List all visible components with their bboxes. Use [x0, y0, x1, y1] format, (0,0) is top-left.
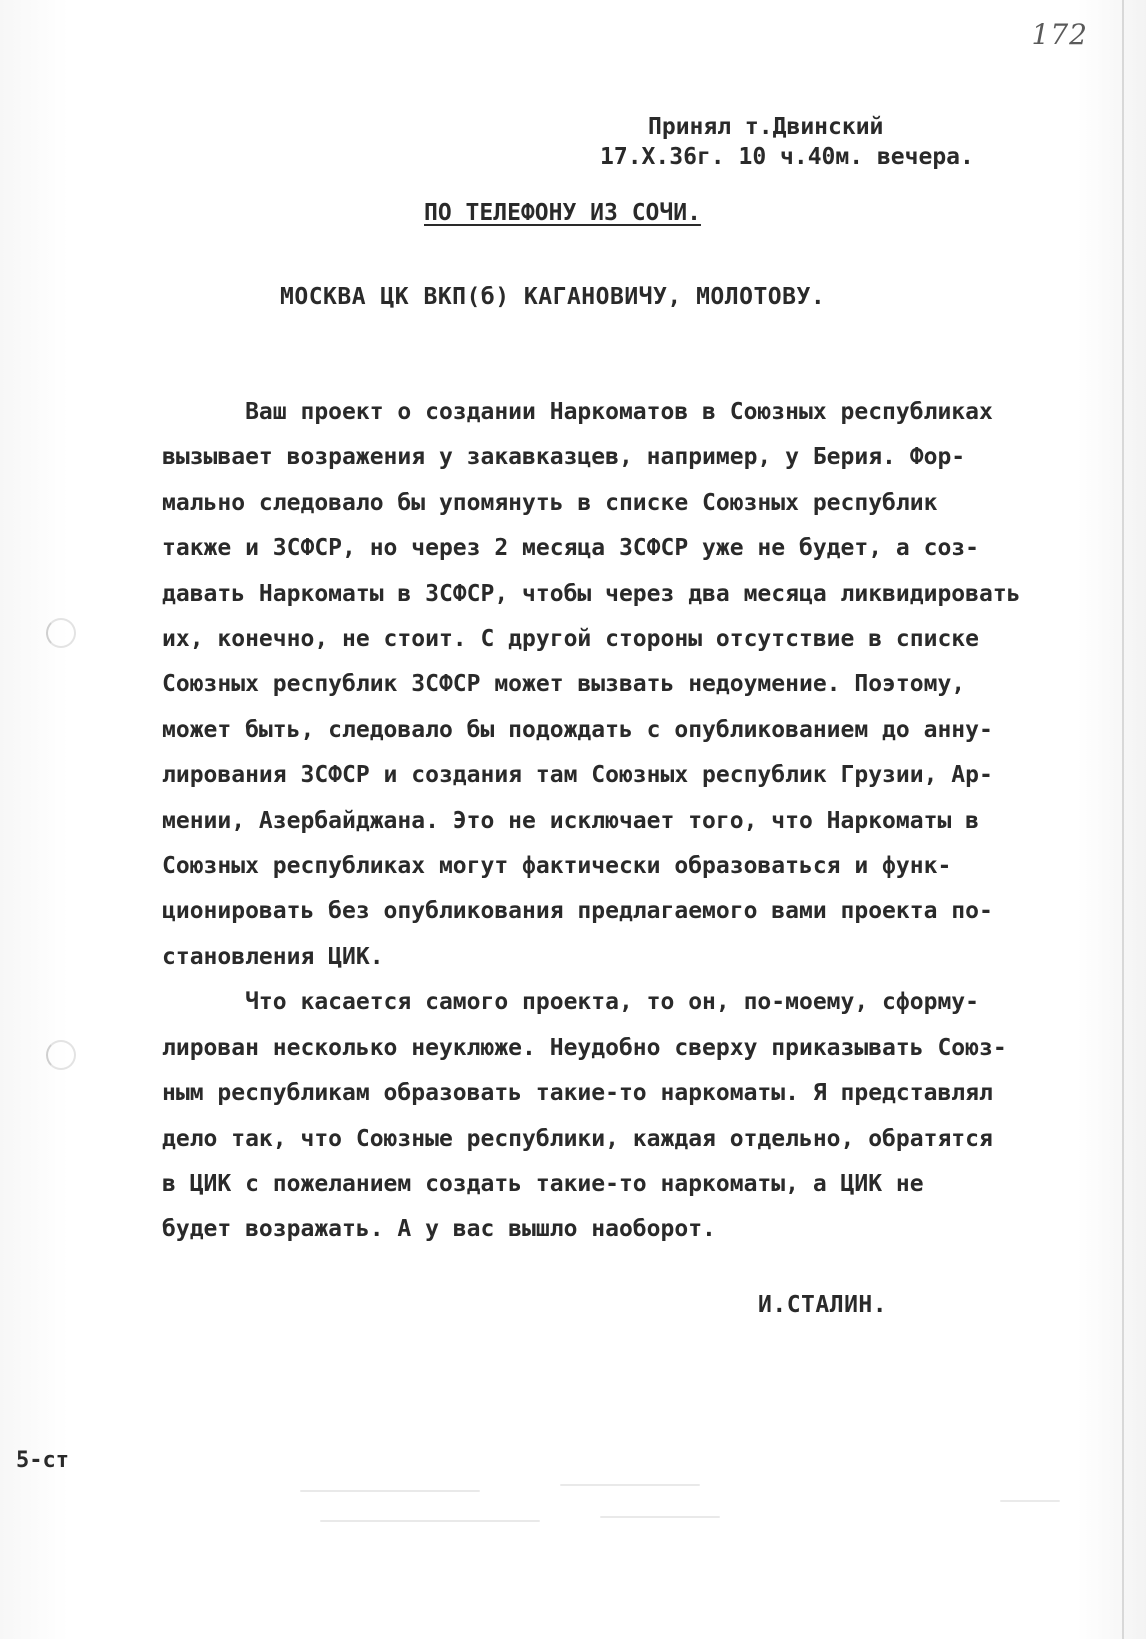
bleed-through-marks: [260, 1480, 1080, 1550]
text-line: будет возражать. А у вас вышло наоборот.: [162, 1216, 716, 1243]
text-line: может быть, следовало бы подождать с опубликованием до анну-: [162, 716, 993, 743]
text-line: ционировать без опубликования предлагаемого вами проекта по-: [162, 898, 993, 925]
text-line: также и ЗСФСР, но через 2 месяца ЗСФСР уже не будет, а соз-: [162, 535, 979, 562]
text-line: Союзных республик ЗСФСР может вызвать недоумение. Поэтому,: [162, 671, 966, 698]
text-line: лирован несколько неуклюже. Неудобно сверху приказывать Союз-: [162, 1034, 1007, 1061]
text-line: лирования ЗСФСР и создания там Союзных республик Грузии, Ар-: [162, 762, 993, 789]
text-line: в ЦИК с пожеланием создать такие-то наркоматы, а ЦИК не: [162, 1170, 924, 1197]
text-line: вызывает возражения у закавказцев, например, у Берия. Фор-: [162, 444, 966, 471]
addressee-line: МОСКВА ЦК ВКП(б) КАГАНОВИЧУ, МОЛОТОВУ.: [280, 284, 826, 310]
paragraph-1: [162, 390, 1042, 980]
text-line: Союзных республиках могут фактически образоваться и функ-: [162, 853, 952, 880]
text-line: ным республикам образовать такие-то наркоматы. Я представлял: [162, 1080, 993, 1107]
punch-hole-mark: [46, 1040, 76, 1070]
text-line: Ваш проект о создании Наркоматов в Союзных республиках: [162, 399, 993, 425]
footer-mark: 5-ст: [16, 1448, 69, 1473]
text-line: давать Наркоматы в ЗСФСР, чтобы через два месяца ликвидировать: [162, 580, 1021, 607]
signature: И.СТАЛИН.: [758, 1292, 888, 1318]
text-line: мально следовало бы упомянуть в списке Союзных республик: [162, 489, 938, 516]
reception-datetime: 17.Х.36г. 10 ч.40м. вечера.: [600, 144, 974, 170]
page-edge: [1122, 0, 1124, 1639]
text-line: дело так, что Союзные республики, каждая отдельно, обратятся: [162, 1125, 993, 1152]
text-line: Что касается самого проекта, то он, по-моему, сформу-: [162, 989, 979, 1016]
punch-hole-mark: [46, 618, 76, 648]
paragraph-2: [162, 980, 1042, 1252]
archive-page-number: 172: [1031, 18, 1088, 51]
text-line: становления ЦИК.: [162, 943, 384, 970]
text-line: мении, Азербайджана. Это не исключает того, что Наркоматы в: [162, 807, 979, 834]
text-line: их, конечно, не стоит. С другой стороны отсутствие в списке: [162, 626, 979, 653]
telegram-body: [162, 390, 1042, 1253]
reception-header: [600, 112, 1060, 172]
section-title: ПО ТЕЛЕФОНУ ИЗ СОЧИ.: [424, 200, 701, 226]
received-by: Принял т.Двинский: [648, 114, 884, 140]
